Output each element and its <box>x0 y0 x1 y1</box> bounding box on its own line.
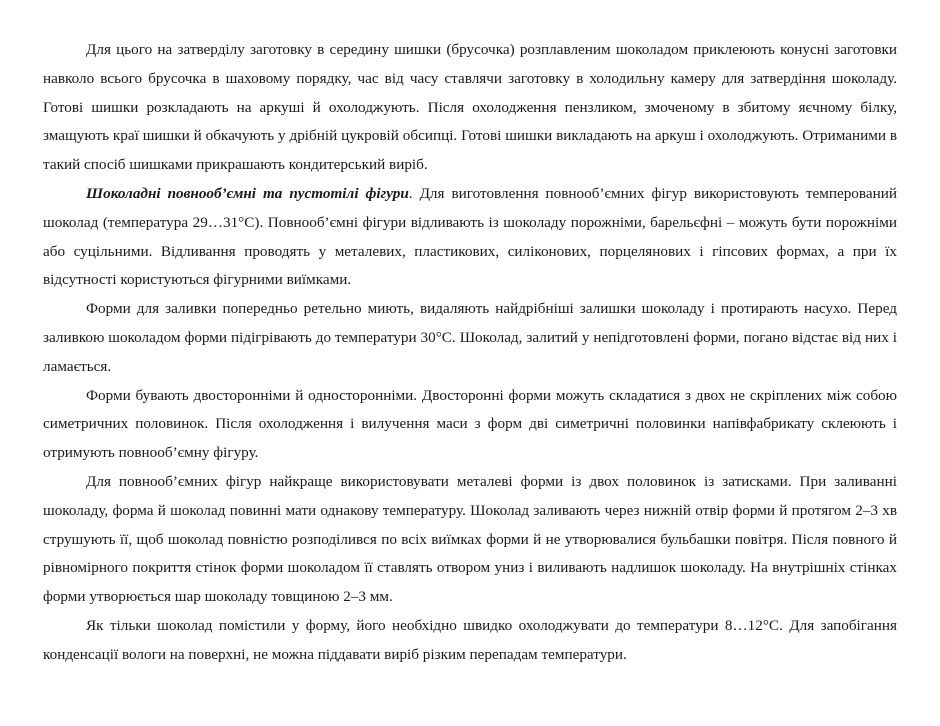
paragraph-mold-preparation <box>43 295 897 381</box>
paragraph-text: . Для виготовлення повнооб’ємних фігур використовують темперований шоколад (температура 29…31°С). Повнооб’ємні фігури відливають із шоколаду порожніми, барельєфні – можуть бути порожніми або суцільними. Відливання проводять у металевих, пластикових, силіконових, порцелянових і гіпсових формах, а при їх відсутності користуються фігурними виїмками. <box>43 184 897 289</box>
paragraph-mold-types <box>43 382 897 468</box>
paragraph-text: Як тільки шоколад помістили у форму, його необхідно швидко охолоджувати до температури 8…12°С. Для запобігання конденсації вологи на поверхні, не можна піддавати виріб різким перепадам температури. <box>43 616 897 663</box>
paragraph-text: Форми бувають двосторонніми й односторонніми. Двосторонні форми можуть складатися з двох не скріплених між собою симетричних половинок. Після охолодження і вилучення маси з форм дві симетричні половинки напівфабрикату склеюють і отримують повнооб’ємну фігуру. <box>43 386 897 462</box>
paragraph-text: Для повнооб’ємних фігур найкраще використовувати металеві форми із двох половинок із затисками. При заливанні шоколаду, форма й шоколад повинні мати однакову температуру. Шоколад заливають через нижній отвір форми й протягом 2–3 хв струшують її, щоб шоколад повністю розподілився по всіх виїмках форми й не утворювалися бульбашки повітря. Після повного й рівномірного покриття стінок форми шоколадом її ставлять отвором униз і виливають надлишок шоколаду. На внутрішніх стінках форми утворюється шар шоколаду товщиною 2–3 мм. <box>43 472 897 606</box>
paragraph-metal-molds <box>43 468 897 612</box>
document-page <box>43 36 897 670</box>
paragraph-pine-cone-assembly <box>43 36 897 180</box>
paragraph-hollow-figures <box>43 180 897 295</box>
section-heading-hollow-figures: Шоколадні повнооб’ємні та пустотілі фігури <box>86 184 409 202</box>
paragraph-text: Для цього на затверділу заготовку в середину шишки (брусочка) розплавленим шоколадом приклеюють конусні заготовки навколо всього брусочка в шаховому порядку, час від часу ставлячи заготовку в холодильну камеру для затвердіння шоколаду. Готові шишки розкладають на аркуші й охолоджують. Після охолодження пензликом, змоченому в збитому яєчному білку, змащують краї шишки й обкачують у дрібній цукровій обсипці. Готові шишки викладають на аркуш і охолоджують. Отриманими в такий спосіб шишками прикрашають кондитерський виріб. <box>43 41 897 174</box>
paragraph-cooling <box>43 612 897 670</box>
paragraph-text: Форми для заливки попередньо ретельно миють, видаляють найдрібніші залишки шоколаду і протирають насухо. Перед заливкою шоколадом форми підігрівають до температури 30°С. Шоколад, залитий у непідготовлені форми, погано відстає від них і ламається. <box>43 300 897 375</box>
